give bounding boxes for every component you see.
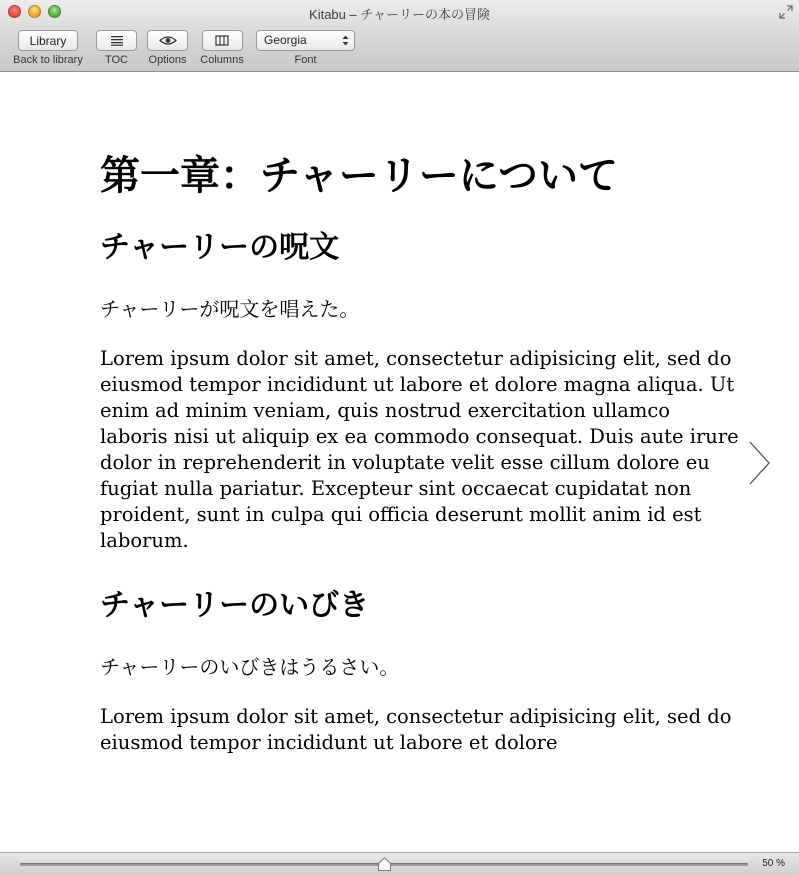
page-slider-knob[interactable]	[377, 857, 392, 872]
columns-button[interactable]	[202, 30, 243, 51]
columns-icon	[215, 35, 229, 46]
fullscreen-icon[interactable]	[779, 5, 793, 19]
zoom-label: 50 %	[762, 858, 785, 869]
paragraph-body: Lorem ipsum dolor sit amet, consectetur adipisicing elit, sed do eiusmod tempor incididunt ut labore et dolore magna aliqua. Ut enim ad minim veniam, quis nostrud exercitation ullamco laboris nisi ut aliquip ex ea commodo consequat. Duis aute irure dolor in reprehenderit in voluptate velit esse cillum dolore eu fugiat nulla pariatur. Excepteur sint occaecat cupidatat non proident, sunt in culpa qui officia deserunt mollit anim id est laborum.	[100, 347, 739, 552]
paragraph-body: Lorem ipsum dolor sit amet, consectetur adipisicing elit, sed do eiusmod tempor incididunt ut labore et dolore	[100, 705, 732, 754]
font-select-value: Georgia	[264, 33, 307, 47]
font-select[interactable]	[256, 30, 355, 51]
options-caption: Options	[148, 54, 187, 66]
toc-caption: TOC	[104, 54, 129, 66]
chapter-title: 第一章：チャーリーについて	[100, 152, 618, 199]
columns-caption: Columns	[200, 54, 244, 66]
window-titlebar	[0, 0, 799, 72]
book-page	[100, 72, 740, 756]
paragraph-japanese: チャーリーが呪文を唱えた。	[100, 297, 360, 321]
library-button[interactable]: Library	[18, 30, 78, 51]
section-title: チャーリーの呪文	[100, 230, 340, 265]
toc-button[interactable]	[96, 30, 137, 51]
library-tool	[9, 30, 87, 66]
eye-icon	[159, 35, 177, 46]
paragraph-japanese: チャーリーのいびきはうるさい。	[100, 655, 400, 679]
statusbar	[0, 852, 799, 875]
select-arrows-icon	[342, 34, 349, 47]
list-icon	[110, 35, 124, 46]
window-title: Kitabu – チャーリーの本の冒険	[309, 7, 490, 22]
toc-tool	[96, 30, 137, 66]
font-caption: Font	[294, 54, 317, 66]
options-tool	[146, 30, 189, 66]
library-caption: Back to library	[13, 54, 83, 66]
chevron-right-icon[interactable]	[748, 440, 772, 486]
section-title: チャーリーのいびき	[100, 588, 370, 623]
columns-tool	[198, 30, 246, 66]
options-button[interactable]	[147, 30, 188, 51]
